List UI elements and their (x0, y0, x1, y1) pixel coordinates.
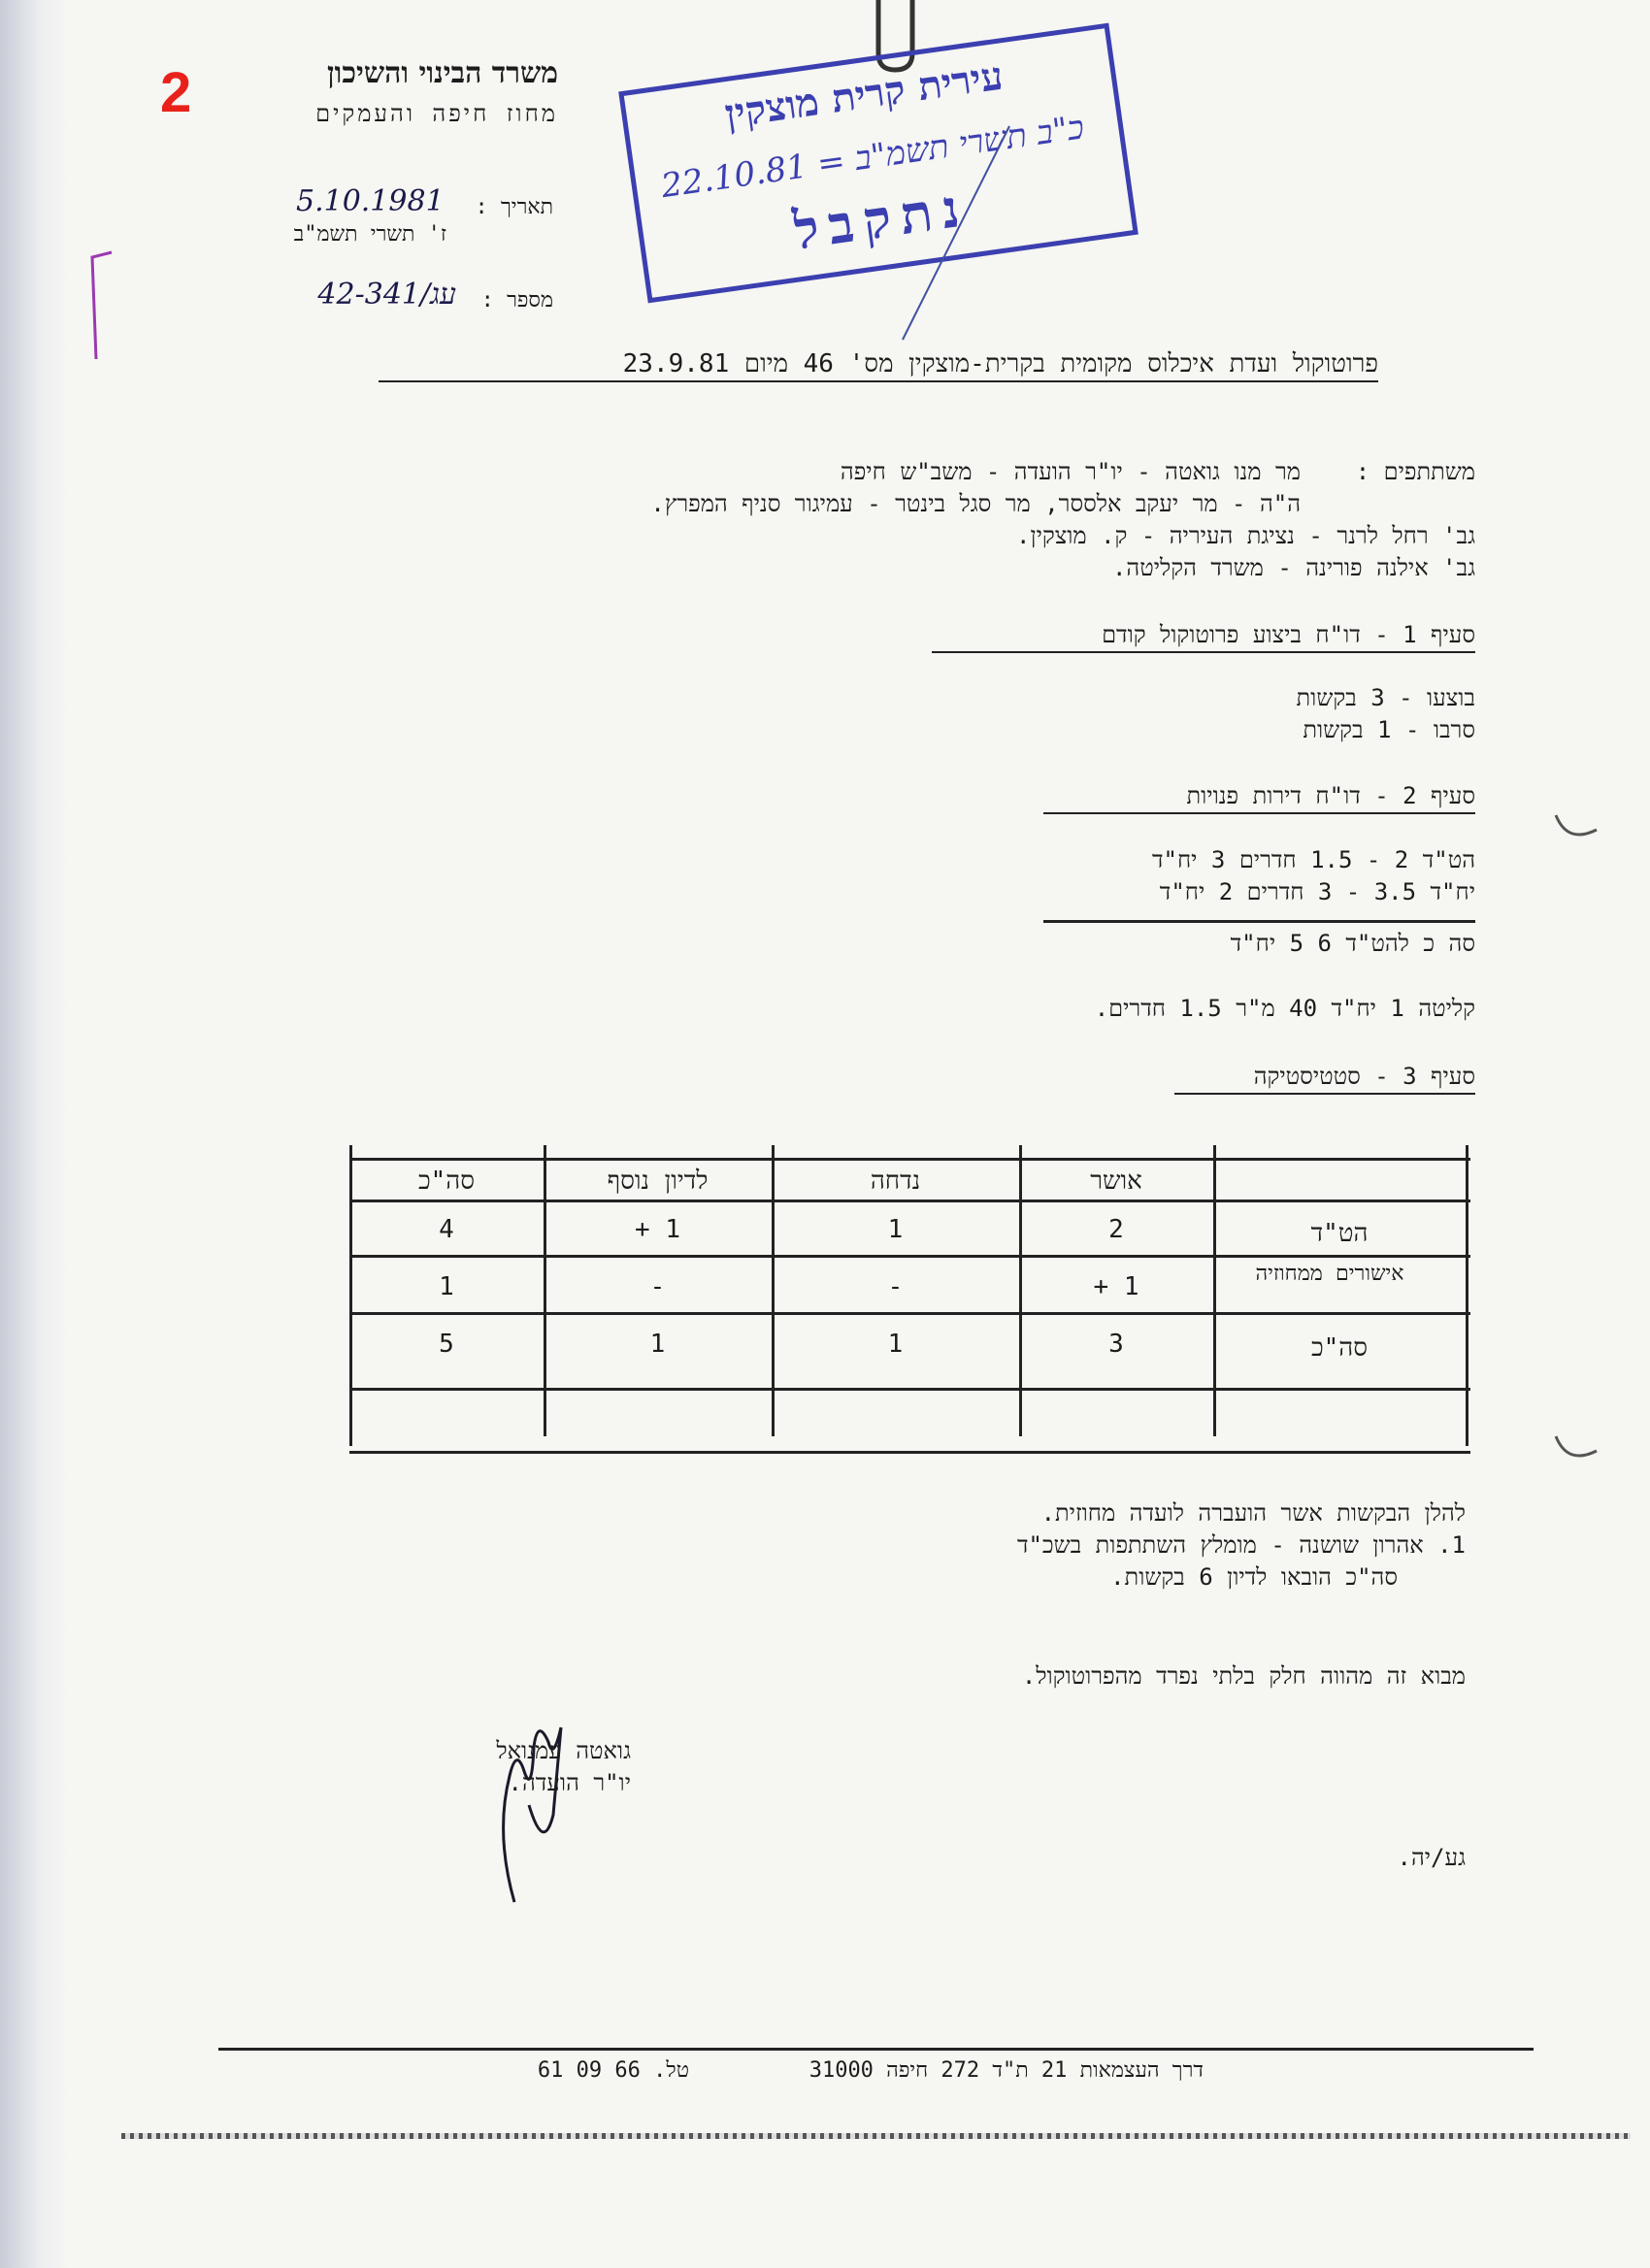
stamp-date: כ"ב תשרי תשמ"ב = 22.10.81 (658, 108, 1087, 207)
table-rule (349, 1388, 1470, 1391)
table-row-label: הט"ד (1310, 1219, 1369, 1248)
section1-heading: סעיף 1 - דו"ח ביצוע פרוטוקול קודם (932, 621, 1475, 653)
table-rule (349, 1312, 1470, 1315)
absorption-line: קליטה 1 יח"ד 40 מ"ר 1.5 חדרים. (1094, 995, 1475, 1022)
table-col-divider (1213, 1145, 1216, 1436)
table-header: אושר (1090, 1167, 1142, 1196)
table-cell: 1 (887, 1215, 904, 1244)
statistics-table (349, 1145, 1475, 1456)
section1-line: סרבו - 1 בקשות (1303, 716, 1475, 743)
vacancy-line: יח"ד 3.5 - 3 חדרים 2 יח"ד (1159, 878, 1475, 905)
number-value: עג/42-341 (317, 278, 456, 312)
table-cell: - (887, 1272, 904, 1301)
date-label: תאריך : (475, 195, 553, 219)
participant-line: גב' רחל לרנר - נציגת העיריה - ק. מוצקין. (1016, 522, 1475, 549)
table-border (1466, 1145, 1468, 1446)
table-cell: 1 (887, 1330, 904, 1359)
table-cell: 1 + (1093, 1272, 1139, 1301)
protocol-note: מבוא זה מהווה חלק בלתי נפרד מהפרוטוקול. (1021, 1662, 1466, 1690)
table-rule (349, 1158, 1470, 1161)
stamp-received: נתקבל (790, 175, 973, 262)
signatory-role: יו"ר הועדה. (508, 1769, 631, 1796)
sum-divider (1043, 920, 1475, 923)
binder-hole-icon (1548, 796, 1606, 854)
table-rule (349, 1451, 1470, 1454)
table-cell: 1 (649, 1330, 666, 1359)
participant-line: גב' אילנה פורינה - משרד הקליטה. (1111, 554, 1475, 581)
section2-heading: סעיף 2 - דו"ח דירות פנויות (1043, 782, 1475, 814)
section1-line: בוצעו - 3 בקשות (1296, 684, 1475, 711)
handwritten-signature (456, 1689, 602, 1912)
table-header: נדחה (870, 1167, 921, 1196)
participant-line: ה"ה - מר יעקב אלססר, מר סגל בינטר - עמיגור סניף המפרץ. (650, 490, 1301, 517)
footer-address: דרך העצמאות 21 ת"ד 272 חיפה 31000 (808, 2058, 1204, 2083)
page-marker: 2 (160, 61, 192, 124)
transfers-total: סה"כ הובאו לדיון 6 בקשות. (1110, 1563, 1398, 1591)
vacancy-total: סה כ להט"ד 6 5 יח"ד (1230, 930, 1475, 957)
vacancy-line: הט"ד 2 - 1.5 חדרים 3 יח"ד (1151, 846, 1475, 873)
ministry-name: משרד הבינוי והשיכון (327, 56, 558, 90)
participant-line: מר מנו גואטה - יו"ר הועדה - משב"ש חיפה (840, 458, 1301, 485)
table-header: סה"כ (417, 1167, 476, 1196)
footer-rule (218, 2048, 1534, 2051)
transfers-item: 1. אהרון שושנה - מומלץ השתתפות בשכ"ד (1016, 1531, 1466, 1559)
binder-hole-icon (1548, 1417, 1606, 1475)
transfers-intro: להלן הבקשות אשר הועברה לועדה מחוזית. (1040, 1499, 1466, 1527)
table-rule (349, 1255, 1470, 1258)
table-cell: - (649, 1272, 666, 1301)
received-stamp (618, 23, 1138, 304)
table-row-label: סה"כ (1310, 1333, 1369, 1363)
scan-edge (0, 0, 68, 2268)
pen-mark (893, 116, 1019, 349)
table-cell: 1 (439, 1272, 454, 1301)
bracket-mark (82, 247, 121, 364)
date-value: 5.10.1981 (296, 184, 445, 218)
signatory-name: גואטה עמנואל (496, 1737, 631, 1764)
hebrew-date: ז' תשרי תשמ"ב (293, 222, 446, 247)
table-cell: 2 (1108, 1215, 1124, 1244)
stamp-municipality: עירית קרית מוצקין (722, 52, 1006, 138)
table-cell: 3 (1108, 1330, 1124, 1359)
document-title: פרוטוקול ועדת איכלוס מקומית בקרית-מוצקין מס' 46 מיום 23.9.81 (379, 349, 1378, 382)
table-cell: 1 + (635, 1215, 680, 1244)
typist-initials: גע/יה. (1397, 1844, 1466, 1871)
participants-label: משתתפים : (1355, 458, 1475, 485)
table-cell: 4 (439, 1215, 454, 1244)
section3-heading: סעיף 3 - סטטיסטיקה (1174, 1063, 1475, 1095)
scan-strip (121, 2133, 1631, 2139)
district-name: מחוז חיפה והעמקים (315, 100, 558, 127)
table-cell: 5 (439, 1330, 454, 1359)
footer-phone: טל. 66 09 61 (537, 2058, 689, 2083)
table-row-label: אישורים ממחוזיה (1255, 1262, 1404, 1286)
number-label: מספר : (480, 288, 553, 312)
table-rule (349, 1200, 1470, 1202)
table-header: לדיון נוסף (607, 1167, 709, 1196)
